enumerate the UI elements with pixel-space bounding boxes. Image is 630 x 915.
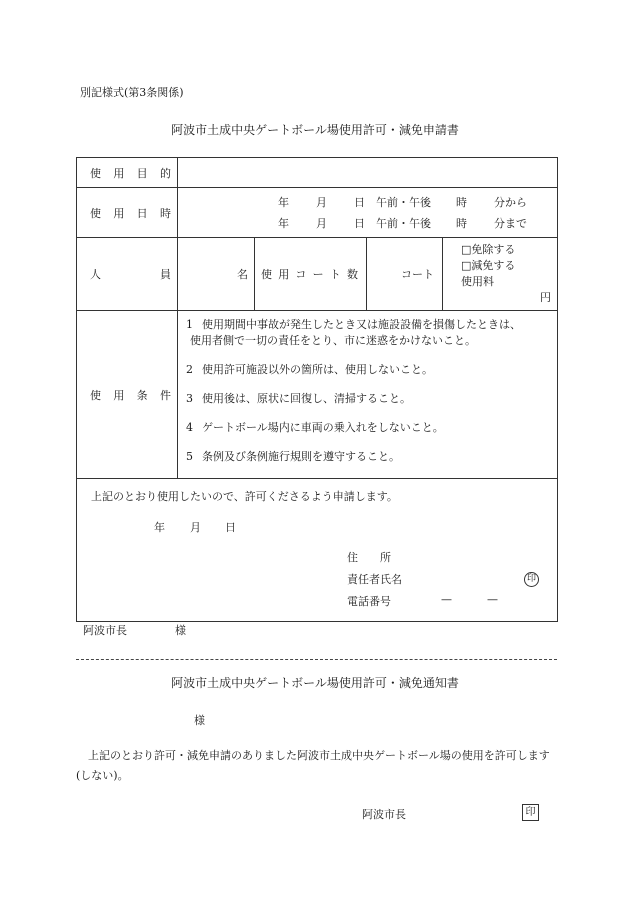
persons-label-cell xyxy=(77,238,178,311)
date-label-cell xyxy=(77,188,178,238)
conditions-label xyxy=(83,387,177,403)
apply-date-day[interactable]: 日 xyxy=(225,521,236,534)
date-from-day: 日 xyxy=(354,195,365,209)
condition-number: 4 xyxy=(186,421,193,434)
application-title: 阿波市土成中央ゲートボール場使用許可・減免申請書 xyxy=(171,123,459,137)
label-char: 用 xyxy=(113,206,125,220)
label-char: コ xyxy=(295,268,307,281)
fee-yen[interactable]: 円 xyxy=(540,291,551,304)
label-char: 使 xyxy=(261,268,272,281)
condition-text: 使用期間中事故が発生したとき又は施設設備を損傷したときは、 xyxy=(202,318,521,331)
persons-label xyxy=(83,266,177,282)
notice-title: 阿波市土成中央ゲートボール場使用許可・減免通知書 xyxy=(171,676,459,690)
label-char: 員 xyxy=(160,268,171,281)
condition-text: ゲートボール場内に車両の乗入れをしないこと。 xyxy=(202,421,444,434)
label-char: 条 xyxy=(136,388,148,402)
date-from-month: 月 xyxy=(316,195,327,209)
date-to-line xyxy=(278,213,557,234)
application-statement: 上記のとおり使用したいので、許可くださるよう申請します。 xyxy=(91,490,398,503)
purpose-label-cell xyxy=(77,158,178,188)
courts-field[interactable] xyxy=(367,238,443,311)
date-from-ampm: 午前・午後 xyxy=(376,195,431,209)
date-field[interactable] xyxy=(178,188,558,238)
apply-date-year[interactable]: 年 xyxy=(154,521,165,534)
conditions-label-cell xyxy=(77,311,178,479)
label-char: 使 xyxy=(90,388,101,402)
seal-mark xyxy=(524,571,539,587)
fee-label: 使用料 xyxy=(461,275,494,288)
phone-dash-2: — xyxy=(487,593,498,606)
courts-label xyxy=(261,266,366,282)
seal-icon: 印 xyxy=(522,804,539,821)
addressee-honorific: 様 xyxy=(175,624,186,637)
label-char: 人 xyxy=(90,268,101,281)
condition-item xyxy=(186,391,549,407)
condition-number: 3 xyxy=(186,392,193,405)
condition-item xyxy=(186,420,549,436)
label-char: 数 xyxy=(346,268,358,281)
condition-item xyxy=(186,449,549,465)
label-char: 目 xyxy=(136,166,148,180)
apply-date-month[interactable]: 月 xyxy=(190,521,201,534)
label-char: 的 xyxy=(159,166,171,180)
addressee: 阿波市長 xyxy=(83,624,127,637)
condition-number: 2 xyxy=(186,363,193,376)
conditions-list xyxy=(178,311,558,479)
condition-number: 5 xyxy=(186,450,193,463)
label-char: 時 xyxy=(159,206,171,220)
label-char: 使 xyxy=(90,166,101,180)
responsible-name-label: 責任者氏名 xyxy=(347,573,402,586)
phone-dash-1: — xyxy=(441,593,452,606)
purpose-field[interactable] xyxy=(178,158,558,188)
notice-mayor: 阿波市長 xyxy=(362,808,406,821)
condition-number: 1 xyxy=(186,318,193,331)
address-label: 住 所 xyxy=(347,551,391,564)
date-to-ampm: 午前・午後 xyxy=(376,216,431,230)
date-from-hour: 時 xyxy=(456,195,467,209)
phone-label: 電話番号 xyxy=(347,595,391,608)
conditions-row xyxy=(77,311,558,479)
exempt-checkbox[interactable]: □免除する xyxy=(461,243,516,256)
persons-field[interactable] xyxy=(178,238,255,311)
condition-text: 使用許可施設以外の箇所は、使用しないこと。 xyxy=(202,363,433,376)
date-to-hour: 時 xyxy=(456,216,467,230)
date-from-suffix: 分から xyxy=(494,195,527,209)
date-from-line xyxy=(278,192,557,213)
fee-cell xyxy=(443,238,558,311)
label-char: 件 xyxy=(159,388,171,402)
date-to-year: 年 xyxy=(278,216,289,230)
notice-recipient-honorific: 様 xyxy=(194,714,205,727)
persons-row xyxy=(77,238,558,311)
application-block xyxy=(77,479,558,637)
date-row xyxy=(77,188,558,238)
label-char: ト xyxy=(329,268,341,281)
courts-unit: コート xyxy=(401,268,434,281)
notice-body: 上記のとおり許可・減免申請のありました阿波市土成中央ゲートボール場の使用を許可します(しない)。 xyxy=(76,749,550,782)
seal-icon: 印 xyxy=(524,572,539,587)
date-to-suffix: 分まで xyxy=(494,216,527,230)
label-char: 用 xyxy=(113,166,125,180)
label-char: 用 xyxy=(278,268,290,281)
reduce-checkbox[interactable]: □減免する xyxy=(461,259,516,272)
application-form-table xyxy=(76,157,558,637)
form-style-note: 別記様式(第3条関係) xyxy=(80,86,184,99)
date-from-year: 年 xyxy=(278,195,289,209)
courts-label-cell xyxy=(255,238,367,311)
date-to-day: 日 xyxy=(354,216,365,230)
application-row xyxy=(77,479,558,622)
condition-item xyxy=(186,362,549,378)
date-label xyxy=(83,205,177,221)
label-char: 用 xyxy=(113,388,125,402)
purpose-label xyxy=(83,165,177,181)
label-char: ー xyxy=(312,268,324,281)
purpose-row xyxy=(77,158,558,188)
persons-unit: 名 xyxy=(237,268,248,281)
label-char: 日 xyxy=(136,206,148,220)
date-to-month: 月 xyxy=(316,216,327,230)
condition-text: 使用後は、原状に回復し、清掃すること。 xyxy=(202,392,411,405)
condition-item xyxy=(186,317,549,349)
condition-text: 条例及び条例施行規則を遵守すること。 xyxy=(202,450,400,463)
condition-text-cont: 使用者側で一切の責任をとり、市に迷惑をかけないこと。 xyxy=(190,334,476,347)
label-char: 使 xyxy=(90,206,101,220)
notice-seal xyxy=(522,804,539,821)
cut-line xyxy=(76,659,557,660)
